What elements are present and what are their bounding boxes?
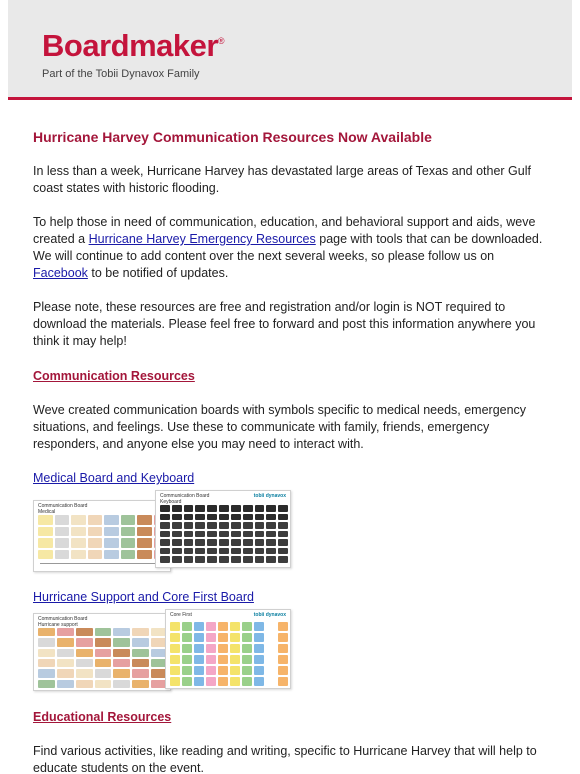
core-card-title: Core First (170, 612, 192, 618)
symbol-cell (113, 638, 130, 646)
symbol-cell (121, 550, 136, 560)
symbol-cell (195, 514, 205, 521)
hurricane-symbol-grid (38, 628, 168, 688)
symbol-cell (172, 514, 182, 521)
symbol-cell (76, 628, 93, 636)
symbol-cell (160, 556, 170, 563)
symbol-cell (266, 622, 276, 631)
symbol-cell (182, 622, 192, 631)
hurricane-board-card (33, 613, 171, 691)
symbol-cell (132, 649, 149, 657)
symbol-cell (184, 539, 194, 546)
symbol-cell (231, 548, 241, 555)
symbol-cell (278, 677, 288, 686)
medical-symbol-grid (38, 515, 168, 559)
symbol-cell (206, 666, 216, 675)
symbol-cell (207, 505, 217, 512)
symbol-cell (266, 556, 276, 563)
symbol-cell (76, 659, 93, 667)
symbol-cell (242, 633, 252, 642)
symbol-cell (172, 548, 182, 555)
symbol-cell (182, 666, 192, 675)
symbol-cell (278, 514, 288, 521)
medical-card-title: Communication Board Medical (38, 503, 88, 515)
symbol-cell (255, 505, 265, 512)
symbol-cell (170, 633, 180, 642)
symbol-cell (38, 659, 55, 667)
symbol-cell (243, 556, 253, 563)
symbol-cell (218, 677, 228, 686)
symbol-cell (207, 531, 217, 538)
symbol-cell (278, 666, 288, 675)
symbol-cell (95, 649, 112, 657)
symbol-cell (182, 644, 192, 653)
symbol-cell (104, 550, 119, 560)
symbol-cell (55, 527, 70, 537)
symbol-cell (230, 622, 240, 631)
symbol-cell (230, 677, 240, 686)
symbol-cell (195, 531, 205, 538)
symbol-cell (207, 548, 217, 555)
tagline: Part of the Tobii Dynavox Family (42, 68, 200, 80)
symbol-cell (206, 633, 216, 642)
symbol-cell (195, 505, 205, 512)
symbol-cell (255, 514, 265, 521)
symbol-cell (218, 633, 228, 642)
symbol-cell (254, 677, 264, 686)
symbol-cell (172, 522, 182, 529)
symbol-cell (254, 655, 264, 664)
symbol-cell (219, 505, 229, 512)
symbol-cell (38, 649, 55, 657)
symbol-cell (121, 538, 136, 548)
free-note-paragraph: Please note, these resources are free and registration and/or login is NOT required to download the materials. Please feel free to forward and post this information anywhere you think it may help! (33, 300, 536, 348)
symbol-cell (218, 644, 228, 653)
pain-scale (40, 563, 164, 566)
symbol-cell (266, 677, 276, 686)
symbol-cell (76, 680, 93, 688)
symbol-cell (219, 556, 229, 563)
symbol-cell (184, 505, 194, 512)
symbol-cell (266, 505, 276, 512)
symbol-cell (160, 548, 170, 555)
symbol-cell (194, 666, 204, 675)
symbol-cell (278, 644, 288, 653)
symbol-cell (206, 644, 216, 653)
medical-board-card (33, 500, 171, 572)
symbol-cell (230, 655, 240, 664)
symbol-cell (242, 622, 252, 631)
symbol-cell (254, 633, 264, 642)
symbol-cell (121, 515, 136, 525)
symbol-cell (195, 539, 205, 546)
symbol-cell (207, 539, 217, 546)
symbol-cell (243, 505, 253, 512)
symbol-cell (88, 538, 103, 548)
symbol-cell (170, 655, 180, 664)
symbol-cell (207, 556, 217, 563)
symbol-cell (242, 644, 252, 653)
symbol-cell (219, 522, 229, 529)
hurricane-board-image[interactable] (33, 609, 293, 694)
symbol-cell (266, 548, 276, 555)
symbol-cell (266, 644, 276, 653)
core-color-grid (170, 622, 288, 686)
symbol-cell (230, 666, 240, 675)
email-title: Hurricane Harvey Communication Resources Now Available (33, 129, 432, 145)
symbol-cell (219, 514, 229, 521)
symbol-cell (57, 649, 74, 657)
symbol-cell (243, 531, 253, 538)
symbol-cell (231, 531, 241, 538)
symbol-cell (254, 644, 264, 653)
symbol-cell (172, 505, 182, 512)
symbol-cell (160, 531, 170, 538)
symbol-cell (266, 666, 276, 675)
symbol-cell (71, 515, 86, 525)
symbol-cell (255, 522, 265, 529)
symbol-cell (219, 548, 229, 555)
symbol-cell (55, 550, 70, 560)
symbol-cell (76, 649, 93, 657)
symbol-cell (55, 538, 70, 548)
symbol-cell (195, 548, 205, 555)
symbol-cell (194, 644, 204, 653)
symbol-cell (182, 633, 192, 642)
symbol-cell (184, 556, 194, 563)
symbol-cell (76, 638, 93, 646)
symbol-cell (206, 655, 216, 664)
keyboard-grid (160, 505, 288, 563)
symbol-cell (278, 505, 288, 512)
hurricane-card-title: Communication Board Hurricane support (38, 616, 88, 628)
symbol-cell (38, 638, 55, 646)
symbol-cell (137, 538, 152, 548)
facebook-link[interactable]: Facebook (33, 266, 88, 280)
symbol-cell (160, 522, 170, 529)
tobii-dynavox-logo-2: tobii dynavox (253, 612, 286, 618)
educational-paragraph: Find various activities, like reading and writing, specific to Hurricane Harvey that will help to educate students on the event. (33, 744, 537, 774)
symbol-cell (132, 638, 149, 646)
symbol-cell (38, 669, 55, 677)
symbol-cell (218, 666, 228, 675)
symbol-cell (219, 539, 229, 546)
symbol-cell (184, 514, 194, 521)
symbol-cell (254, 666, 264, 675)
help-paragraph: To help those in need of communication, education, and behavioral support and aids, weve created a Hurricane Harvey Emergency Resources page with tools that can be downloaded. We will continue to add content over the next several weeks, so please follow us on Facebook to be notified of updates. (33, 215, 543, 280)
symbol-cell (242, 655, 252, 664)
symbol-cell (57, 669, 74, 677)
symbol-cell (170, 677, 180, 686)
symbol-cell (95, 638, 112, 646)
symbol-cell (242, 666, 252, 675)
communication-paragraph: Weve created communication boards with symbols specific to medical needs, emergency situations, and feelings. Use these to communicate with family, friends, emergency responders, and anyone else you may need to interact with. (33, 403, 527, 451)
symbol-cell (243, 522, 253, 529)
symbol-cell (195, 556, 205, 563)
symbol-cell (184, 522, 194, 529)
symbol-cell (243, 548, 253, 555)
symbol-cell (172, 539, 182, 546)
symbol-cell (254, 622, 264, 631)
symbol-cell (182, 677, 192, 686)
symbol-cell (194, 622, 204, 631)
symbol-cell (160, 539, 170, 546)
symbol-cell (113, 680, 130, 688)
symbol-cell (172, 531, 182, 538)
symbol-cell (104, 515, 119, 525)
symbol-cell (266, 531, 276, 538)
symbol-cell (38, 527, 53, 537)
symbol-cell (278, 531, 288, 538)
keyboard-board-card (155, 490, 291, 568)
symbol-cell (71, 538, 86, 548)
symbol-cell (255, 531, 265, 538)
symbol-cell (278, 548, 288, 555)
intro-paragraph: In less than a week, Hurricane Harvey has devastated large areas of Texas and other Gulf coast states with historic flooding. (33, 164, 531, 195)
header-divider (8, 97, 572, 100)
symbol-cell (278, 556, 288, 563)
symbol-cell (132, 680, 149, 688)
symbol-cell (231, 539, 241, 546)
symbol-cell (194, 633, 204, 642)
symbol-cell (206, 622, 216, 631)
symbol-cell (182, 655, 192, 664)
symbol-cell (278, 622, 288, 631)
symbol-cell (132, 628, 149, 636)
symbol-cell (170, 622, 180, 631)
symbol-cell (38, 538, 53, 548)
symbol-cell (207, 522, 217, 529)
symbol-cell (160, 514, 170, 521)
symbol-cell (160, 505, 170, 512)
symbol-cell (184, 531, 194, 538)
symbol-cell (278, 522, 288, 529)
symbol-cell (255, 556, 265, 563)
symbol-cell (95, 669, 112, 677)
symbol-cell (243, 539, 253, 546)
symbol-cell (278, 655, 288, 664)
symbol-cell (104, 527, 119, 537)
symbol-cell (266, 633, 276, 642)
symbol-cell (38, 680, 55, 688)
symbol-cell (113, 649, 130, 657)
symbol-cell (76, 669, 93, 677)
emergency-resources-link[interactable]: Hurricane Harvey Emergency Resources (88, 232, 316, 246)
symbol-cell (255, 548, 265, 555)
symbol-cell (137, 515, 152, 525)
symbol-cell (95, 659, 112, 667)
symbol-cell (266, 655, 276, 664)
symbol-cell (219, 531, 229, 538)
symbol-cell (207, 514, 217, 521)
email-body (33, 128, 545, 774)
symbol-cell (132, 669, 149, 677)
symbol-cell (132, 659, 149, 667)
symbol-cell (88, 515, 103, 525)
symbol-cell (231, 556, 241, 563)
keyboard-card-title: Communication Board Keyboard (160, 493, 210, 505)
symbol-cell (278, 539, 288, 546)
symbol-cell (71, 527, 86, 537)
symbol-cell (231, 522, 241, 529)
tobii-dynavox-logo: tobii dynavox (253, 493, 286, 499)
symbol-cell (137, 550, 152, 560)
medical-board-image[interactable] (33, 490, 293, 575)
symbol-cell (137, 527, 152, 537)
symbol-cell (266, 539, 276, 546)
symbol-cell (231, 514, 241, 521)
symbol-cell (57, 638, 74, 646)
symbol-cell (172, 556, 182, 563)
symbol-cell (95, 628, 112, 636)
symbol-cell (266, 514, 276, 521)
boardmaker-logo[interactable]: Boardmaker® (42, 28, 225, 63)
symbol-cell (104, 538, 119, 548)
symbol-cell (255, 539, 265, 546)
medical-board-link[interactable]: Medical Board and Keyboard (33, 471, 195, 485)
symbol-cell (195, 522, 205, 529)
symbol-cell (38, 550, 53, 560)
core-first-card (165, 609, 291, 689)
symbol-cell (38, 515, 53, 525)
symbol-cell (230, 633, 240, 642)
email-header (8, 0, 572, 98)
symbol-cell (231, 505, 241, 512)
symbol-cell (218, 622, 228, 631)
symbol-cell (113, 628, 130, 636)
symbol-cell (88, 550, 103, 560)
symbol-cell (170, 666, 180, 675)
symbol-cell (95, 680, 112, 688)
communication-resources-link[interactable]: Communication Resources (33, 369, 195, 383)
symbol-cell (121, 527, 136, 537)
symbol-cell (242, 677, 252, 686)
symbol-cell (194, 677, 204, 686)
symbol-cell (218, 655, 228, 664)
symbol-cell (38, 628, 55, 636)
symbol-cell (206, 677, 216, 686)
symbol-cell (55, 515, 70, 525)
symbol-cell (194, 655, 204, 664)
symbol-cell (113, 669, 130, 677)
symbol-cell (230, 644, 240, 653)
educational-resources-link[interactable]: Educational Resources (33, 710, 172, 724)
symbol-cell (113, 659, 130, 667)
symbol-cell (57, 628, 74, 636)
symbol-cell (184, 548, 194, 555)
symbol-cell (243, 514, 253, 521)
symbol-cell (57, 659, 74, 667)
symbol-cell (278, 633, 288, 642)
symbol-cell (57, 680, 74, 688)
hurricane-support-board-link[interactable]: Hurricane Support and Core First Board (33, 590, 254, 604)
symbol-cell (71, 550, 86, 560)
symbol-cell (88, 527, 103, 537)
symbol-cell (266, 522, 276, 529)
symbol-cell (170, 644, 180, 653)
